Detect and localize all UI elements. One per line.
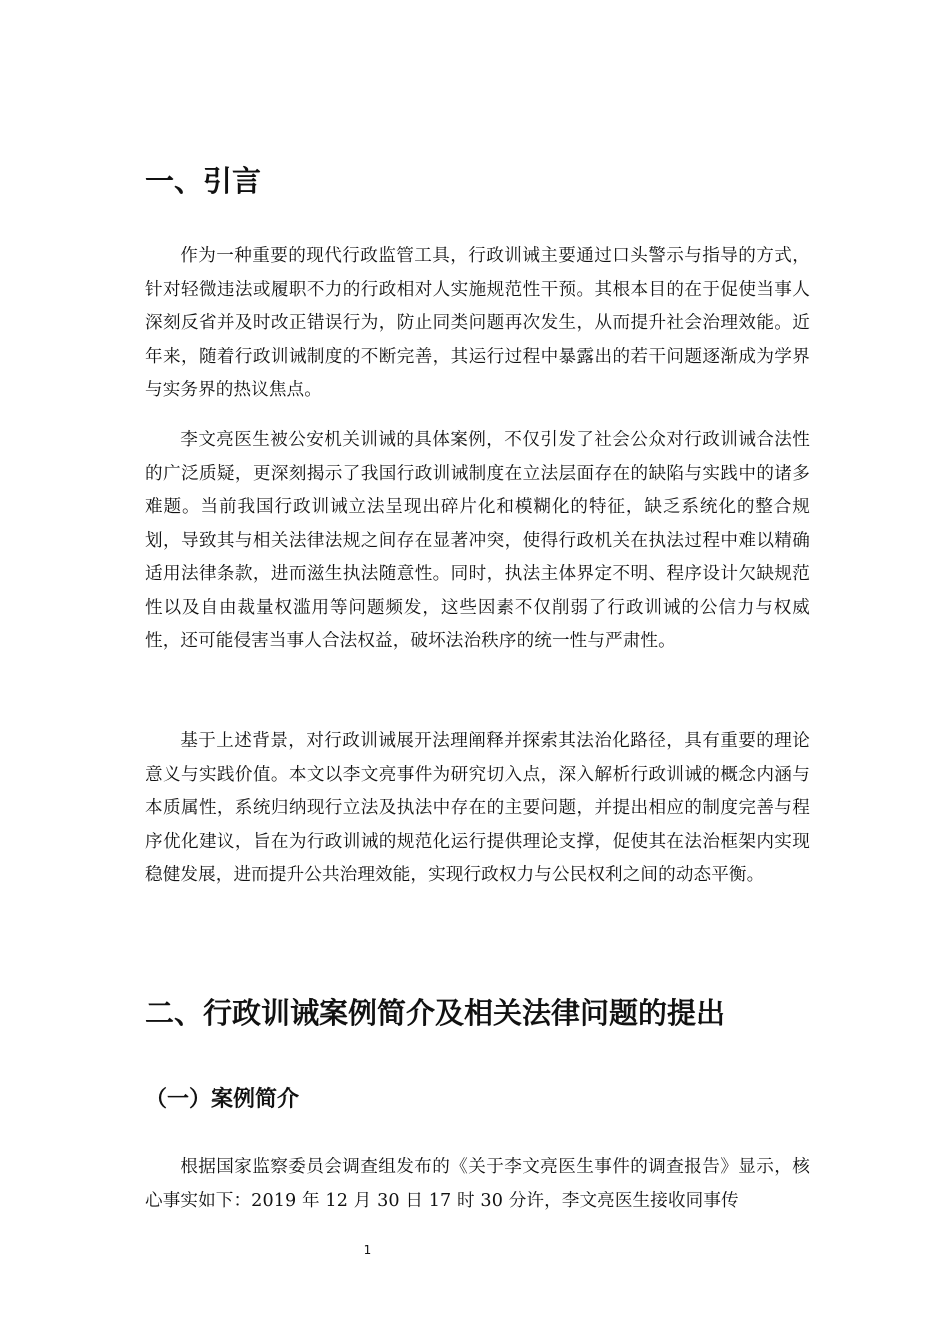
section-heading-case-and-issues: 二、行政训诫案例简介及相关法律问题的提出 <box>145 996 726 1030</box>
page-number: 1 <box>363 1243 372 1257</box>
section-heading-introduction: 一、引言 <box>145 164 262 198</box>
body-paragraph: 作为一种重要的现代行政监管工具，行政训诫主要通过口头警示与指导的方式，针对轻微违法或履职不力的行政相对人实施规范性干预。其根本目的在于促使当事人深刻反省并及时改正错误行为，防止同类问题再次发生，从而提升社会治理效能。近年来，随着行政训诫制度的不断完善，其运行过程中暴露出的若干问题逐渐成为学界与实务界的热议焦点。 <box>145 246 810 400</box>
body-paragraph: 根据国家监察委员会调查组发布的《关于李文亮医生事件的调查报告》显示，核心事实如下：2019 年 12 月 30 日 17 时 30 分许，李文亮医生接收同事传 <box>145 1157 810 1211</box>
body-paragraph: 基于上述背景，对行政训诫展开法理阐释并探索其法治化路径，具有重要的理论意义与实践价值。本文以李文亮事件为研究切入点，深入解析行政训诫的概念内涵与本质属性，系统归纳现行立法及执法中存在的主要问题，并提出相应的制度完善与程序优化建议，旨在为行政训诫的规范化运行提供理论支撑，促使其在法治框架内实现稳健发展，进而提升公共治理效能，实现行政权力与公民权利之间的动态平衡。 <box>145 731 810 885</box>
body-paragraph: 李文亮医生被公安机关训诫的具体案例，不仅引发了社会公众对行政训诫合法性的广泛质疑，更深刻揭示了我国行政训诫制度在立法层面存在的缺陷与实践中的诸多难题。当前我国行政训诫立法呈现出碎片化和模糊化的特征，缺乏系统化的整合规划，导致其与相关法律法规之间存在显著冲突，使得行政机关在执法过程中难以精确适用法律条款，进而滋生执法随意性。同时，执法主体界定不明、程序设计欠缺规范性以及自由裁量权滥用等问题频发，这些因素不仅削弱了行政训诫的公信力与权威性，还可能侵害当事人合法权益，破坏法治秩序的统一性与严肃性。 <box>145 430 810 651</box>
subsection-heading-case-summary: （一）案例简介 <box>145 1087 300 1112</box>
